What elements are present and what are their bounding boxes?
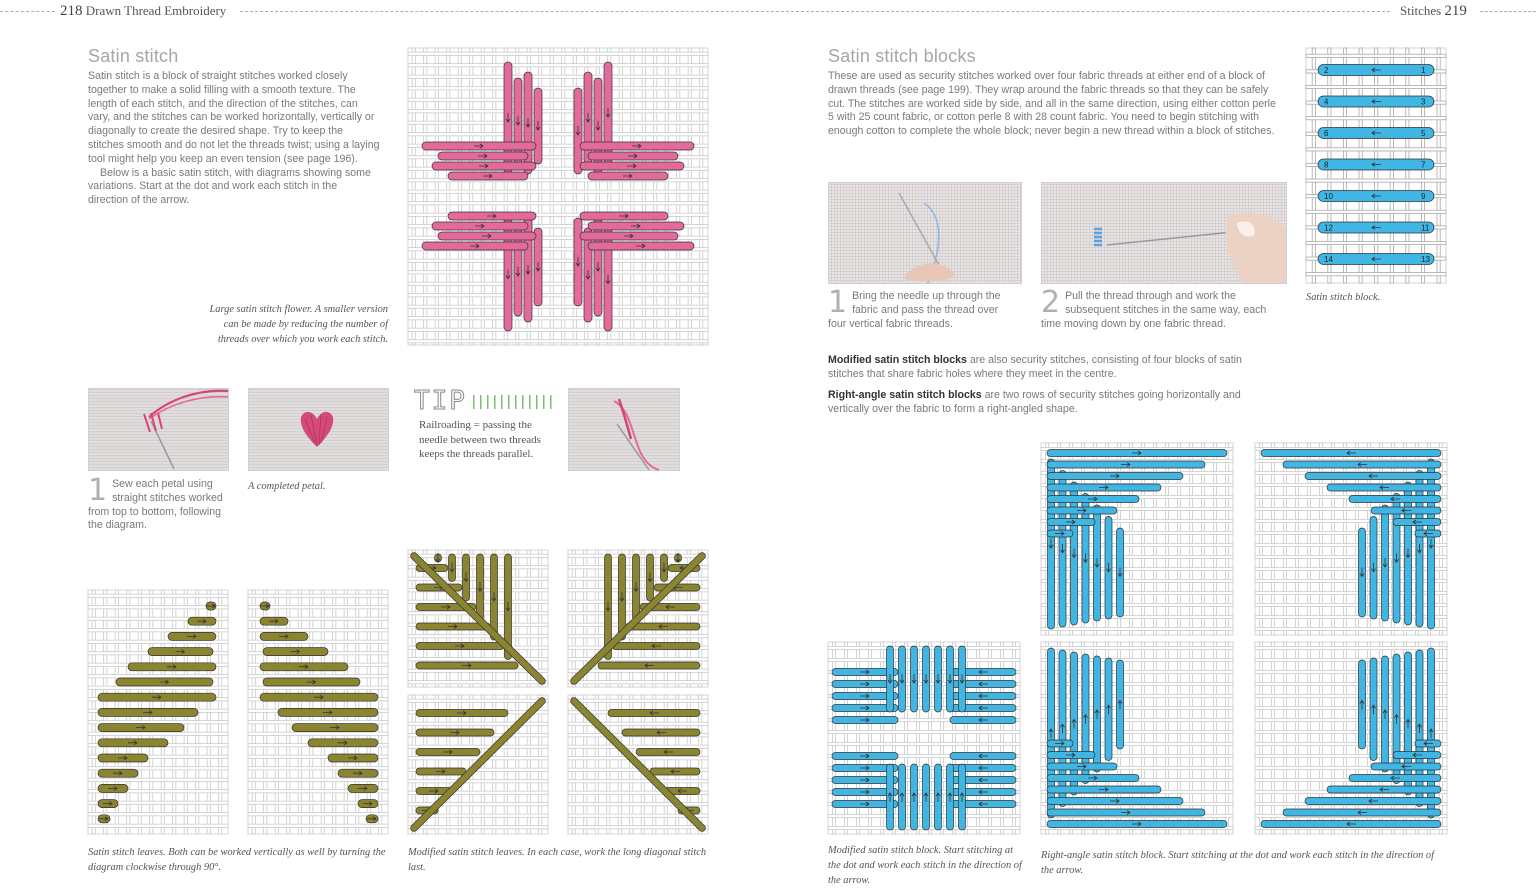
grid-thread	[248, 686, 388, 689]
grid-thread	[1306, 54, 1446, 57]
modified-leaf-diagram-bottom-right	[568, 695, 708, 834]
grid-thread	[568, 635, 708, 638]
grid-thread	[408, 745, 548, 748]
grid-thread	[408, 635, 548, 638]
grid-thread	[88, 629, 228, 632]
grid-thread	[408, 282, 708, 285]
grid-thread	[568, 745, 708, 748]
grid-thread	[408, 305, 708, 308]
satin-blocks-intro: These are used as security stitches worked over four fabric threads at either end of a block of drawn threads (see page 199). They wrap around the fabric threads so that they can be safely cut. The stitches are worked side by side, and all in the same direction, using either cotton perle 5 with 25 count fabric, or cotton perle 8 with 28 count fabric. You need to begin stitching with enough cotton to complete the whole block; never begin a new thread within a block of stitches.	[828, 70, 1276, 138]
satin-blocks-heading: Satin stitch blocks	[828, 46, 976, 66]
grid-thread	[408, 110, 708, 113]
grid-thread	[1041, 543, 1233, 546]
block-step-2-text: Pull the thread through and work the subsequent stitches in the same way, each time moving down by one fabric thread.	[1041, 290, 1267, 330]
grid-thread	[408, 87, 708, 90]
grid-thread	[539, 550, 542, 687]
rightangle-diagram-top-right	[1255, 443, 1447, 635]
rightangle-blocks-description	[828, 389, 1278, 417]
grid-thread	[88, 778, 228, 781]
flower-caption: Large satin stitch flower. A smaller version can be made by reducing the number of threads over which you work each stitch.	[209, 304, 388, 345]
rightangle-blocks-text: are two rows of security stitches going horizontally and vertically over the fabric to form a right-angled shape.	[828, 389, 1241, 415]
grid-thread	[248, 675, 388, 678]
stitch-number-right: 3	[1421, 97, 1426, 107]
left-running-head	[60, 3, 226, 20]
grid-thread	[88, 813, 228, 816]
grid-thread	[408, 64, 708, 67]
grid-thread	[654, 48, 657, 345]
leaves-caption: Satin stitch leaves. Both can be worked vertically as well by turning the diagram clockwise through 90°.	[88, 847, 386, 873]
stitch-number-right: 7	[1421, 160, 1426, 170]
tip-decoration	[473, 395, 553, 409]
right-page-number: 219	[1444, 3, 1467, 19]
grid-thread	[595, 695, 598, 834]
modified-leaves-caption: Modified satin stitch leaves. In each case, work the long diagonal stitch last.	[408, 847, 707, 873]
stitch-number-left: 10	[1324, 192, 1333, 201]
stitch-number-left: 2	[1324, 66, 1329, 75]
grid-thread	[1306, 117, 1446, 120]
left-book-title: Drawn Thread Embroidery	[85, 3, 227, 18]
modified-leaf-diagram-top-left	[408, 550, 548, 687]
grid-thread	[568, 658, 708, 661]
stitch-number-left: 8	[1324, 160, 1329, 170]
grid-thread	[688, 48, 691, 345]
modified-leaf-diagram-top-right	[568, 550, 708, 687]
grid-thread	[408, 202, 708, 205]
grid-thread	[88, 594, 228, 597]
grid-thread	[1306, 85, 1446, 88]
rightangle-blocks-term: Right-angle satin stitch blocks	[828, 389, 982, 401]
grid-thread	[408, 803, 548, 806]
grid-thread	[1041, 591, 1233, 594]
grid-thread	[408, 294, 708, 297]
rightangle-diagram-bottom-left	[1041, 642, 1233, 834]
step-number: 1	[88, 473, 108, 508]
rightangle-diagram-top-left	[1041, 443, 1233, 635]
grid-thread	[665, 48, 668, 345]
satin-stitch-intro	[88, 70, 380, 208]
grid-thread	[1306, 179, 1446, 182]
grid-thread	[408, 75, 708, 78]
block-step-1	[828, 285, 1018, 331]
grid-thread	[572, 695, 575, 834]
grid-thread	[412, 48, 415, 345]
grid-thread	[248, 629, 388, 632]
grid-thread	[1041, 730, 1233, 733]
grid-thread	[568, 780, 708, 783]
grid-background	[408, 48, 708, 345]
block-step-2-photo	[1041, 182, 1287, 284]
grid-thread	[408, 340, 708, 343]
stitch-number-left: 4	[1324, 97, 1329, 107]
grid-thread	[562, 48, 565, 345]
left-page-number: 218	[60, 3, 83, 19]
block-step-1-photo	[828, 182, 1022, 284]
rightangle-diagram-bottom-right	[1255, 642, 1447, 834]
grid-thread	[642, 48, 645, 345]
grid-thread	[408, 826, 548, 829]
completed-petal-photo	[248, 388, 389, 471]
grid-thread	[568, 681, 708, 684]
stitch-number-left: 6	[1324, 129, 1329, 138]
intro-paragraph-1: Satin stitch is a block of straight stitches worked closely together to make a solid filling with a smooth texture. The length of each stitch, and the direction of the stitches, can vary, and the stitches can be worked horizontally, vertically or diagonally to create the desired shape. Try to keep the stitches smooth and do not let the threads twist; using a laying tool might help you keep an even tension (see page 196).	[88, 70, 380, 165]
grid-thread	[408, 98, 708, 101]
grid-thread	[248, 824, 388, 827]
grid-thread	[550, 48, 553, 345]
grid-thread	[1041, 646, 1233, 649]
grid-thread	[516, 695, 519, 834]
grid-thread	[1041, 615, 1233, 618]
grid-thread	[568, 722, 708, 725]
grid-thread	[1041, 694, 1233, 697]
grid-thread	[1041, 706, 1233, 709]
grid-thread	[1041, 718, 1233, 721]
right-chapter-title: Stitches	[1400, 3, 1442, 18]
grid-thread	[408, 259, 708, 262]
grid-thread	[412, 695, 415, 834]
grid-thread	[1255, 627, 1447, 630]
modified-block-diagram	[828, 642, 1020, 834]
stitch-number-left: 12	[1324, 223, 1333, 233]
stitch-number-left: 14	[1324, 255, 1333, 264]
block-step-2-number: 2	[1041, 285, 1061, 320]
grid-thread	[1306, 148, 1446, 151]
railroading-photo	[568, 388, 680, 471]
header-rule-left-a	[0, 11, 55, 12]
grid-thread	[1041, 627, 1233, 630]
grid-thread	[828, 730, 1020, 733]
modified-leaf-diagram-bottom-left	[408, 695, 548, 834]
modified-blocks-text: are also security stitches, consisting of four blocks of satin stitches that share fabric holes where they meet in the centre.	[828, 354, 1242, 380]
grid-thread	[1041, 682, 1233, 685]
grid-thread	[568, 826, 708, 829]
grid-thread	[435, 48, 438, 345]
satin-leaf-diagram-b	[248, 590, 388, 834]
grid-thread	[1041, 670, 1233, 673]
stitch-number-right: 11	[1421, 223, 1430, 233]
stitch-number-right: 5	[1421, 129, 1426, 138]
tip-title: TIP	[414, 386, 467, 416]
grid-thread	[408, 780, 548, 783]
modified-blocks-term: Modified satin stitch blocks	[828, 354, 967, 366]
tip-text: Railroading = passing the needle between two threads keeps the threads parallel.	[419, 419, 541, 460]
satin-leaf-diagram-a	[88, 590, 228, 834]
grid-thread	[408, 658, 548, 661]
grid-thread	[828, 742, 1020, 745]
petal-step-text: Sew each petal using straight stitches worked from top to bottom, following the diagram.	[88, 478, 223, 532]
grid-thread	[1041, 658, 1233, 661]
grid-thread	[88, 732, 228, 735]
tip-header	[414, 386, 559, 416]
intro-paragraph-2: Below is a basic satin stitch, with diagrams showing some variations. Start at the dot and work each stitch in the direction of the arrow.	[88, 166, 371, 207]
modified-block-caption: Modified satin stitch block. Start stitching at the dot and work each stitch in the direction of the arrow.	[828, 845, 1022, 886]
block-step-1-text: Bring the needle up through the fabric and pass the thread over four vertical fabric threads.	[828, 290, 1001, 330]
grid-thread	[458, 48, 461, 345]
right-running-head	[1400, 3, 1467, 20]
grid-thread	[408, 121, 708, 124]
grid-thread	[539, 695, 542, 834]
grid-thread	[248, 813, 388, 816]
petal-step-1	[88, 473, 228, 533]
modified-blocks-description	[828, 354, 1278, 382]
grid-thread	[631, 48, 634, 345]
satin-flower-diagram	[408, 48, 708, 345]
stitch-number-right: 13	[1421, 255, 1430, 264]
grid-thread	[1041, 603, 1233, 606]
grid-thread	[1255, 646, 1447, 649]
grid-thread	[1306, 241, 1446, 244]
grid-thread	[412, 550, 415, 687]
grid-thread	[88, 675, 228, 678]
grid-thread	[619, 48, 622, 345]
grid-thread	[447, 48, 450, 345]
header-rule-center	[240, 11, 1390, 12]
satin-block-caption: Satin stitch block.	[1306, 292, 1381, 303]
grid-thread	[408, 52, 708, 55]
grid-thread	[408, 133, 708, 136]
tip-box	[414, 386, 559, 462]
grid-thread	[1041, 555, 1233, 558]
block-step-2	[1041, 285, 1283, 331]
grid-thread	[88, 686, 228, 689]
rightangle-caption: Right-angle satin stitch block. Start stitching at the dot and work each stitch in the direction of the arrow.	[1041, 850, 1434, 876]
grid-thread	[408, 271, 708, 274]
grid-thread	[424, 48, 427, 345]
grid-thread	[572, 550, 575, 687]
block-step-1-number: 1	[828, 285, 848, 320]
grid-thread	[408, 681, 548, 684]
grid-thread	[568, 803, 708, 806]
stitch-number-right: 1	[1421, 66, 1426, 75]
completed-petal-caption: A completed petal.	[248, 481, 326, 492]
grid-thread	[700, 48, 703, 345]
grid-thread	[88, 824, 228, 827]
satin-stitch-heading: Satin stitch	[88, 46, 179, 66]
grid-thread	[677, 48, 680, 345]
stitch-number-right: 9	[1421, 192, 1426, 201]
petal-step-photo	[88, 388, 229, 471]
grid-thread	[1041, 579, 1233, 582]
grid-thread	[248, 778, 388, 781]
satin-block-diagram	[1306, 48, 1446, 283]
grid-thread	[408, 328, 708, 331]
grid-thread	[1041, 567, 1233, 570]
grid-thread	[568, 699, 708, 702]
grid-thread	[470, 48, 473, 345]
header-rule-right	[1480, 11, 1536, 12]
grid-thread	[408, 722, 548, 725]
grid-thread	[408, 317, 708, 320]
grid-thread	[1306, 273, 1446, 276]
grid-thread	[408, 190, 708, 193]
grid-thread	[493, 48, 496, 345]
grid-thread	[248, 594, 388, 597]
grid-thread	[481, 48, 484, 345]
grid-thread	[408, 699, 548, 702]
grid-thread	[248, 732, 388, 735]
grid-thread	[1306, 210, 1446, 213]
